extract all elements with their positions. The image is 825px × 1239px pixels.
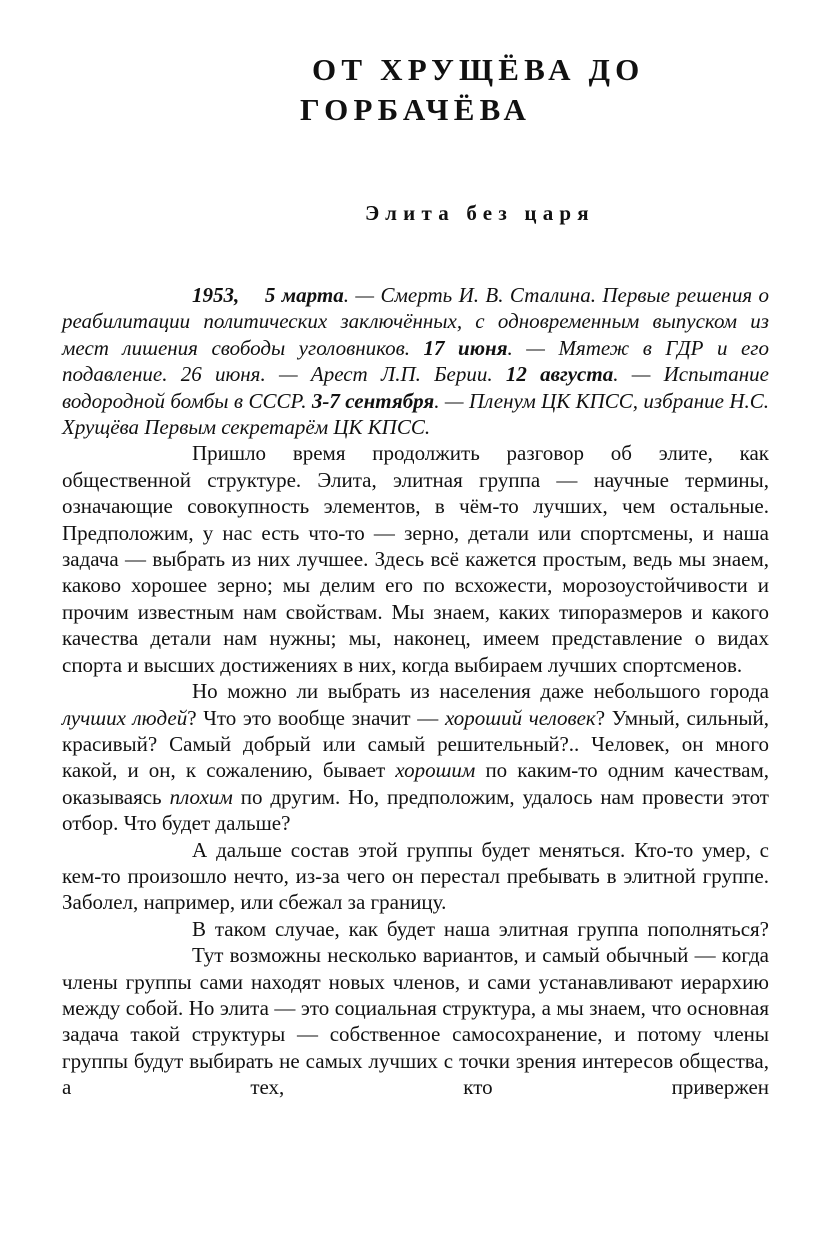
section-subtitle: Элита без царя (365, 201, 595, 225)
date-2: 17 июня (423, 335, 508, 360)
emphasis-best-people: лучших людей (62, 705, 188, 730)
chapter-title (300, 50, 644, 130)
date-1b: 5 марта (264, 283, 344, 307)
chapter-title-line-1: ОТ ХРУЩЁВА ДО (312, 52, 645, 87)
paragraph-2-text-d: по каким-то одним качествам, оказываясь (62, 758, 769, 809)
paragraph-4: В таком случае, как будет наша элитная группа пополняться? (192, 916, 769, 941)
emphasis-bad: плохим (169, 784, 233, 809)
event-3: . — Испытание водородной бомбы в СССР. (62, 362, 769, 413)
paragraph-2 (62, 678, 769, 836)
date-3: 12 августа (505, 362, 614, 387)
paragraph-1: Пришло время продолжить разговор об элите, как общественной структуре. Элита, элитная группа — научные термины, означающие совокупность элементов, в чём-то лучших, чем остальные. Предположим, у нас есть что-то — зерно, детали или спортсмены, и наша задача — выбрать из них лучшее. Здесь всё кажется простым, ведь мы знаем, каково хорошее зерно; мы делим его по всхожести, морозоустойчивости и прочим известным нам свойствам. Мы знаем, каких типоразмеров и какого качества детали нам нужны; мы, наконец, имеем представление о видах спорта и высших достижениях в них, когда выбираем лучших спортсменов. (62, 441, 769, 677)
paragraph-2-text-a: Но можно ли выбрать из населения даже небольшого города (192, 679, 769, 704)
event-1: . — Смерть И. В. Сталина. Первые решения о реабилитации политических заключённых, с одновременным выпуском из мест лишения свободы уголовников. (62, 283, 769, 360)
paragraph-2-text-b: ? Что это вообще значит — (187, 705, 445, 730)
emphasis-good: хорошим (395, 758, 476, 783)
emphasis-good-person: хороший человек (444, 705, 596, 730)
chapter-title-line-2: ГОРБАЧЁВА (300, 92, 532, 127)
chronology-paragraph (62, 282, 769, 440)
event-2: . — Мятеж в ГДР и его подавление. 26 июня. — Арест Л.П. Берии. (62, 335, 769, 387)
paragraph-3: А дальше состав этой группы будет меняться. Кто-то умер, с кем-то произошло нечто, из-за чего он перестал пребывать в элитной группе. Заболел, например, или сбежал за границу. (62, 837, 769, 915)
date-1: 1953, (192, 283, 240, 307)
paragraph-2-text-e: по другим. Но, предположим, удалось нам провести этот отбор. Что будет дальше? (62, 784, 769, 836)
paragraph-5: Тут возможны несколько вариантов, и самый обычный — когда члены группы сами находят новых членов, и сами устанавливают иерархию между собой. Но элита — это социальная структура, а мы знаем, что основная задача такой структуры — собственное самосохранение, и потому члены группы будут выбирать не самых лучших с точки зрения интересов общества, а тех, кто привержен (62, 943, 769, 1100)
paragraph-2-text-c: ? Умный, сильный, красивый? Самый добрый или самый решительный?.. Человек, он много какой, и он, к сожалению, бывает (62, 705, 770, 783)
event-4: . — Пленум ЦК КПСС, избрание Н.С. Хрущёва Первым секретарём ЦК КПСС. (62, 388, 770, 440)
date-4: 3-7 сентября (311, 388, 435, 413)
body-text (62, 282, 769, 1101)
